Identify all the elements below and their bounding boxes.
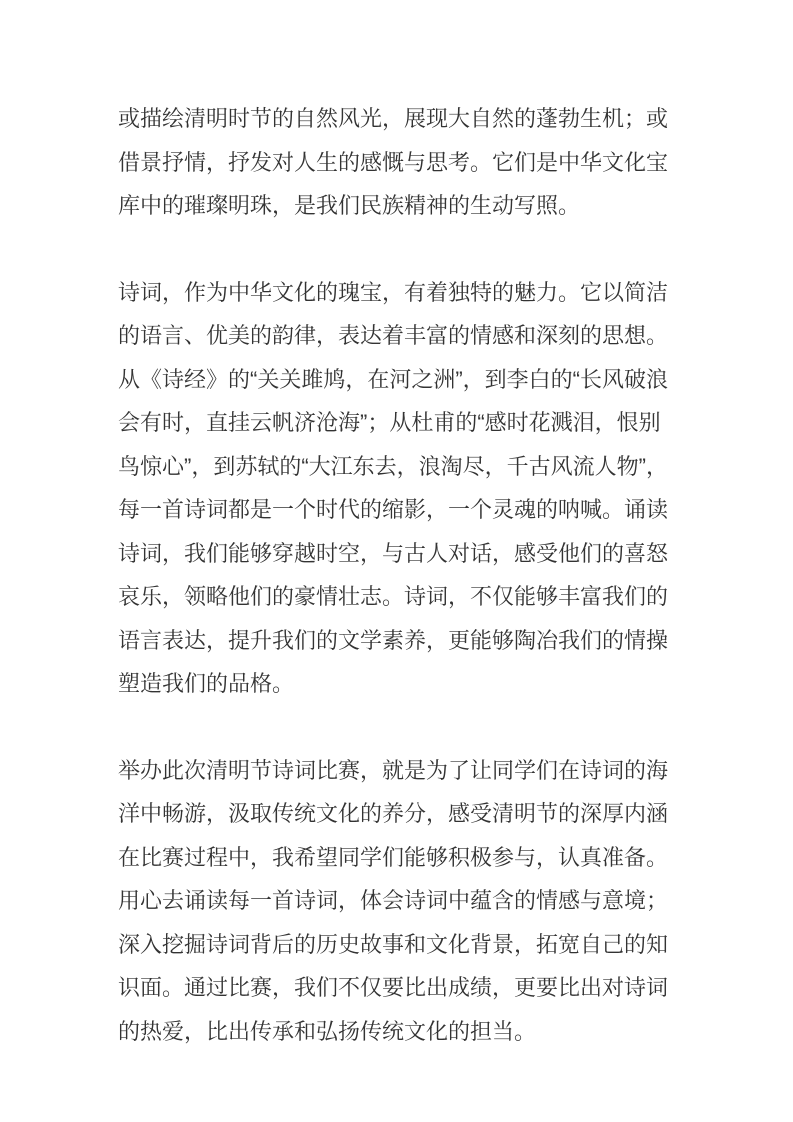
document-page	[118, 97, 678, 1053]
paragraph-3: 举办此次清明节诗词比赛，就是为了让同学们在诗词的海洋中畅游，汲取传统文化的养分，感受清明节的深厚内涵在比赛过程中，我希望同学们能够积极参与，认真准备。用心去诵读每一首诗词，体会诗词中蕴含的情感与意境；深入挖掘诗词背后的历史故事和文化背景，拓宽自己的知识面。通过比赛，我们不仅要比出成绩，更要比出对诗词的热爱，比出传承和弘扬传统文化的担当。	[118, 757, 669, 1044]
paragraph-1: 或描绘清明时节的自然风光，展现大自然的蓬勃生机；或借景抒情，抒发对人生的感慨与思考。它们是中华文化宝库中的璀璨明珠，是我们民族精神的生动写照。	[118, 106, 669, 218]
paragraph-2: 诗词，作为中华文化的瑰宝，有着独特的魅力。它以简洁的语言、优美的韵律，表达着丰富的情感和深刻的思想。从《诗经》的“关关雎鸠，在河之洲”，到李白的“长风破浪会有时，直挂云帆济沧海”；从杜甫的“感时花溅泪，恨别鸟惊心”，到苏轼的“大江东去，浪淘尽，千古风流人物”，每一首诗词都是一个时代的缩影，一个灵魂的呐喊。诵读诗词，我们能够穿越时空，与古人对话，感受他们的喜怒哀乐，领略他们的豪情壮志。诗词，不仅能够丰富我们的语言表达，提升我们的文学素养，更能够陶冶我们的情操塑造我们的品格。	[118, 279, 669, 696]
